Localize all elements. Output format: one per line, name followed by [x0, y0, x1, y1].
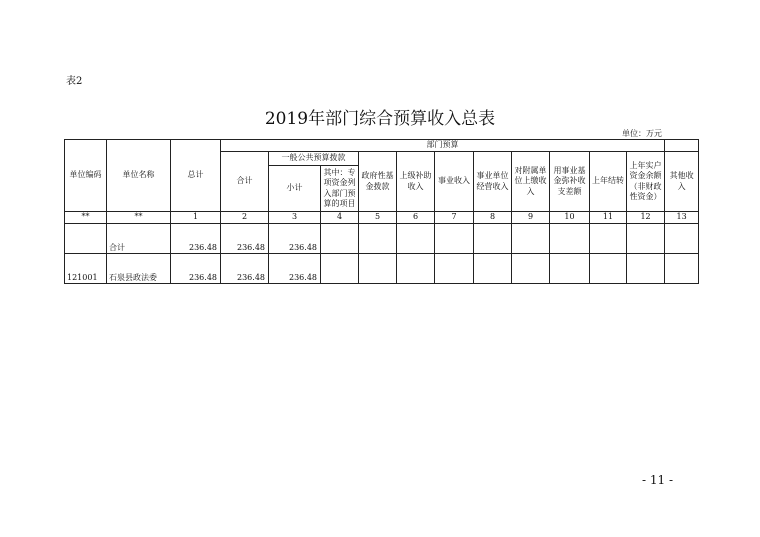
- budget-table: [64, 139, 699, 284]
- header-subordinate-income: 对附属单位上缴收入: [512, 152, 550, 212]
- page-number: - 11 -: [642, 473, 674, 487]
- table-label: 表2: [66, 76, 83, 87]
- index-cell: 5: [359, 212, 397, 224]
- header-business-income: 事业收入: [435, 152, 474, 212]
- index-cell: 3: [269, 212, 321, 224]
- unit-note: 单位：万元: [622, 129, 662, 138]
- header-blank: [665, 140, 699, 152]
- header-operating-income: 事业单位经营收入: [474, 152, 512, 212]
- header-balance: 上年实户资金余额（非财政性资金）: [627, 152, 665, 212]
- row-total: 236.48: [171, 224, 221, 254]
- index-cell: 7: [435, 212, 474, 224]
- row-name: 石泉县政法委: [107, 254, 171, 284]
- index-cell: 13: [665, 212, 699, 224]
- header-general-public: 一般公共预算拨款: [269, 152, 359, 166]
- header-gov-fund: 政府性基金拨款: [359, 152, 397, 212]
- header-dept-budget: 部门预算: [221, 140, 665, 152]
- index-cell: 6: [397, 212, 435, 224]
- index-cell: **: [107, 212, 171, 224]
- index-cell: 10: [550, 212, 590, 224]
- row-name: 合计: [107, 224, 171, 254]
- index-cell: 9: [512, 212, 550, 224]
- index-cell: 8: [474, 212, 512, 224]
- header-special-funds: 其中：专项资金列入部门预算的项目: [321, 166, 359, 212]
- index-cell: 12: [627, 212, 665, 224]
- row-code: 121001: [65, 254, 107, 284]
- row-code: [65, 224, 107, 254]
- index-row: [65, 212, 699, 224]
- header-other-income: 其他收入: [665, 152, 699, 212]
- header-unit-name: 单位名称: [107, 140, 171, 212]
- row-sum: 236.48: [221, 254, 269, 284]
- index-cell: **: [65, 212, 107, 224]
- header-subtotal: 小计: [269, 166, 321, 212]
- row-sum: 236.48: [221, 224, 269, 254]
- row-total: 236.48: [171, 254, 221, 284]
- header-superior-subsidy: 上级补助收入: [397, 152, 435, 212]
- table-row: [65, 224, 699, 254]
- page-title: 2019年部门综合预算收入总表: [264, 109, 496, 129]
- index-cell: 4: [321, 212, 359, 224]
- index-cell: 2: [221, 212, 269, 224]
- row-subtotal: 236.48: [269, 224, 321, 254]
- header-fund-offset: 用事业基金弥补收支差额: [550, 152, 590, 212]
- table-row: [65, 254, 699, 284]
- header-sum: 合计: [221, 152, 269, 212]
- header-carryover: 上年结转: [590, 152, 627, 212]
- index-cell: 1: [171, 212, 221, 224]
- index-cell: 11: [590, 212, 627, 224]
- header-unit-code: 单位编码: [65, 140, 107, 212]
- row-subtotal: 236.48: [269, 254, 321, 284]
- header-total: 总计: [171, 140, 221, 212]
